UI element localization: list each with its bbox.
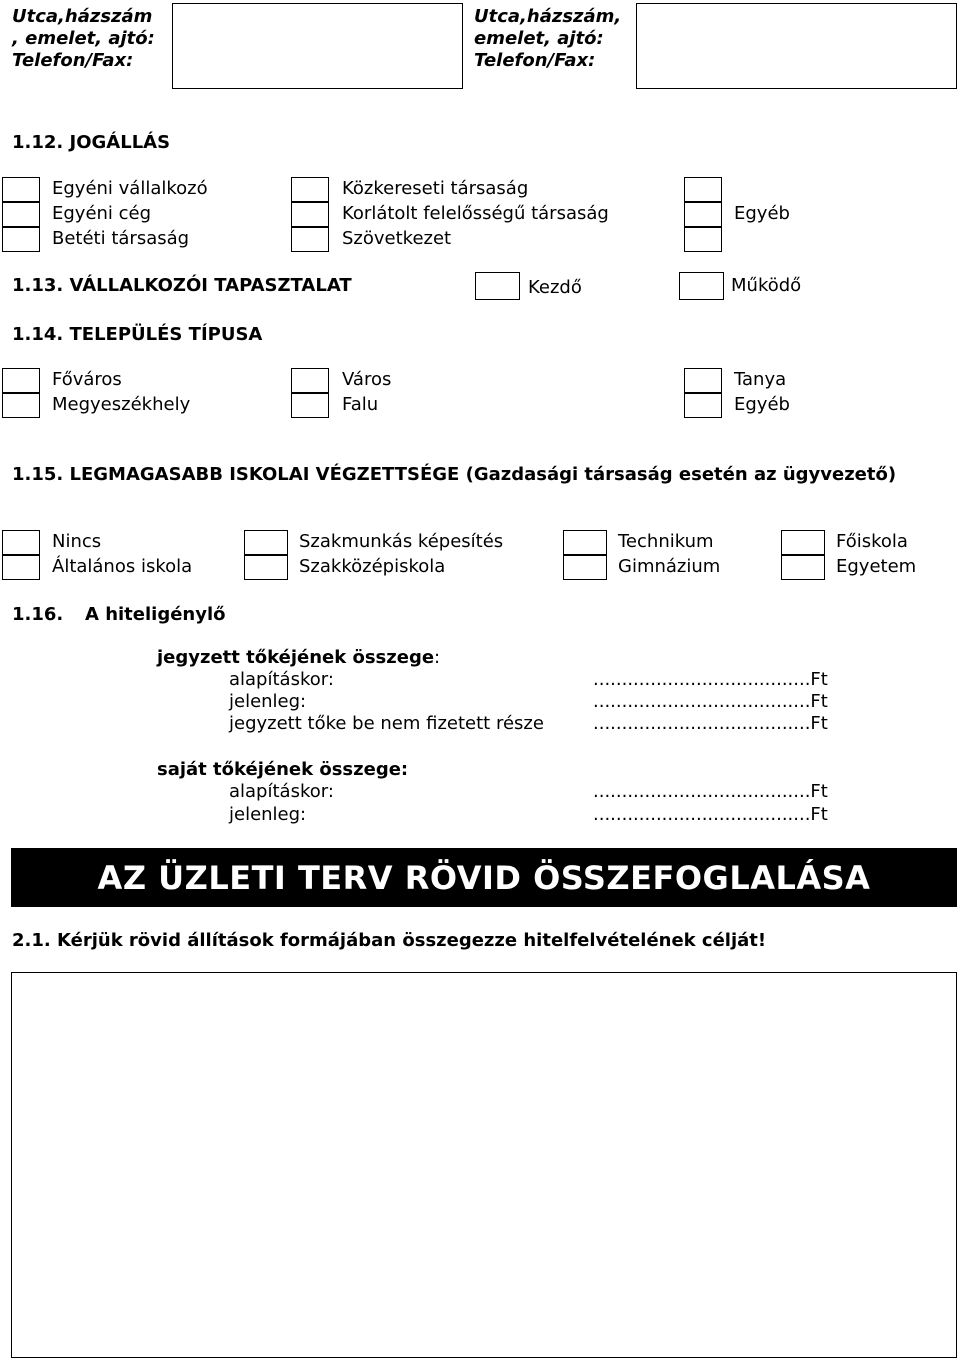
field-label: alapításkor:	[229, 669, 334, 690]
address-street-label: Utca,házszám	[12, 6, 153, 27]
option-label: Működő	[731, 275, 802, 296]
address-floor-label: emelet, ajtó:	[474, 28, 604, 49]
loan-purpose-textarea[interactable]	[11, 972, 957, 1358]
banner-title: AZ ÜZLETI TERV RÖVID ÖSSZEFOGLALÁSA	[97, 858, 871, 897]
option-label: Általános iskola	[52, 556, 193, 577]
checkbox-gimnazium[interactable]	[563, 555, 607, 580]
address-phone-label: Telefon/Fax:	[474, 50, 596, 71]
section-heading-experience: 1.13. VÁLLALKOZÓI TAPASZTALAT	[12, 275, 352, 296]
checkbox-egyeb[interactable]	[684, 202, 722, 227]
option-label: Tanya	[734, 369, 787, 390]
checkbox-szakkozepiskola[interactable]	[244, 555, 288, 580]
section-heading-number: 1.16.	[12, 604, 64, 625]
checkbox-tanya[interactable]	[684, 368, 722, 393]
option-label: Megyeszékhely	[52, 394, 191, 415]
checkbox-blank-1[interactable]	[684, 177, 722, 202]
option-label: Város	[342, 369, 392, 390]
option-label: Főiskola	[836, 531, 908, 552]
address-input-right[interactable]	[636, 3, 957, 89]
checkbox-kft[interactable]	[291, 202, 329, 227]
address-input-left[interactable]	[172, 3, 463, 89]
option-label: Egyéb	[734, 203, 790, 224]
section-heading-applicant: A hiteligénylő	[85, 604, 226, 625]
amount-field[interactable]: ......................................Ft	[593, 804, 828, 825]
field-label: jelenleg:	[229, 691, 307, 712]
checkbox-falu[interactable]	[291, 393, 329, 418]
option-label: Korlátolt felelősségű társaság	[342, 203, 609, 224]
section-heading-settlement: 1.14. TELEPÜLÉS TÍPUSA	[12, 324, 263, 345]
checkbox-foiskola[interactable]	[781, 530, 825, 555]
amount-field[interactable]: ......................................Ft	[593, 669, 828, 690]
checkbox-fovaros[interactable]	[2, 368, 40, 393]
option-label: Egyéb	[734, 394, 790, 415]
checkbox-blank-2[interactable]	[684, 227, 722, 252]
checkbox-megyeszekhely[interactable]	[2, 393, 40, 418]
address-label-right	[474, 6, 621, 72]
option-label: Szakközépiskola	[299, 556, 446, 577]
address-label-left	[12, 6, 155, 72]
checkbox-egyeni-vallalkozo[interactable]	[2, 177, 40, 202]
checkbox-egyeni-ceg[interactable]	[2, 202, 40, 227]
option-label: Egyéni vállalkozó	[52, 178, 208, 199]
amount-field[interactable]: ......................................Ft	[593, 713, 828, 734]
checkbox-nincs[interactable]	[2, 530, 40, 555]
option-label: Technikum	[618, 531, 714, 552]
section-heading-loan-purpose: 2.1. Kérjük rövid állítások formájában összegezze hitelfelvételének célját!	[12, 930, 767, 951]
checkbox-mukodo[interactable]	[679, 272, 724, 300]
field-label: jegyzett tőke be nem fizetett része	[229, 713, 544, 734]
section-heading-education: 1.15. LEGMAGASABB ISKOLAI VÉGZETTSÉGE (Gazdasági társaság esetén az ügyvezető)	[12, 464, 897, 485]
checkbox-egyeb-telepules[interactable]	[684, 393, 722, 418]
option-label: Szövetkezet	[342, 228, 452, 249]
address-floor-label: , emelet, ajtó:	[12, 28, 155, 49]
amount-field[interactable]: ......................................Ft	[593, 691, 828, 712]
option-label: Betéti társaság	[52, 228, 190, 249]
option-label: Egyetem	[836, 556, 917, 577]
option-label: Nincs	[52, 531, 102, 552]
option-label: Egyéni cég	[52, 203, 152, 224]
option-label: Szakmunkás képesítés	[299, 531, 504, 552]
checkbox-technikum[interactable]	[563, 530, 607, 555]
amount-field[interactable]: ......................................Ft	[593, 781, 828, 802]
field-label: jelenleg:	[229, 804, 307, 825]
address-phone-label: Telefon/Fax:	[12, 50, 134, 71]
checkbox-kozkereseti-tarsasag[interactable]	[291, 177, 329, 202]
checkbox-szakmunkas[interactable]	[244, 530, 288, 555]
section-banner	[11, 848, 957, 907]
checkbox-beteti-tarsasag[interactable]	[2, 227, 40, 252]
option-label: Főváros	[52, 369, 122, 390]
option-label: Közkereseti társaság	[342, 178, 529, 199]
checkbox-varos[interactable]	[291, 368, 329, 393]
address-street-label: Utca,házszám,	[474, 6, 622, 27]
checkbox-szovetkezet[interactable]	[291, 227, 329, 252]
section-heading-legal-status: 1.12. JOGÁLLÁS	[12, 132, 171, 153]
checkbox-kezdo[interactable]	[475, 272, 520, 300]
option-label: Kezdő	[528, 277, 582, 298]
checkbox-altalanos-iskola[interactable]	[2, 555, 40, 580]
own-capital-title: saját tőkéjének összege:	[157, 759, 409, 780]
option-label: Falu	[342, 394, 379, 415]
field-label: alapításkor:	[229, 781, 334, 802]
checkbox-egyetem[interactable]	[781, 555, 825, 580]
subscribed-capital-title: jegyzett tőkéjének összege:	[157, 647, 441, 668]
option-label: Gimnázium	[618, 556, 721, 577]
